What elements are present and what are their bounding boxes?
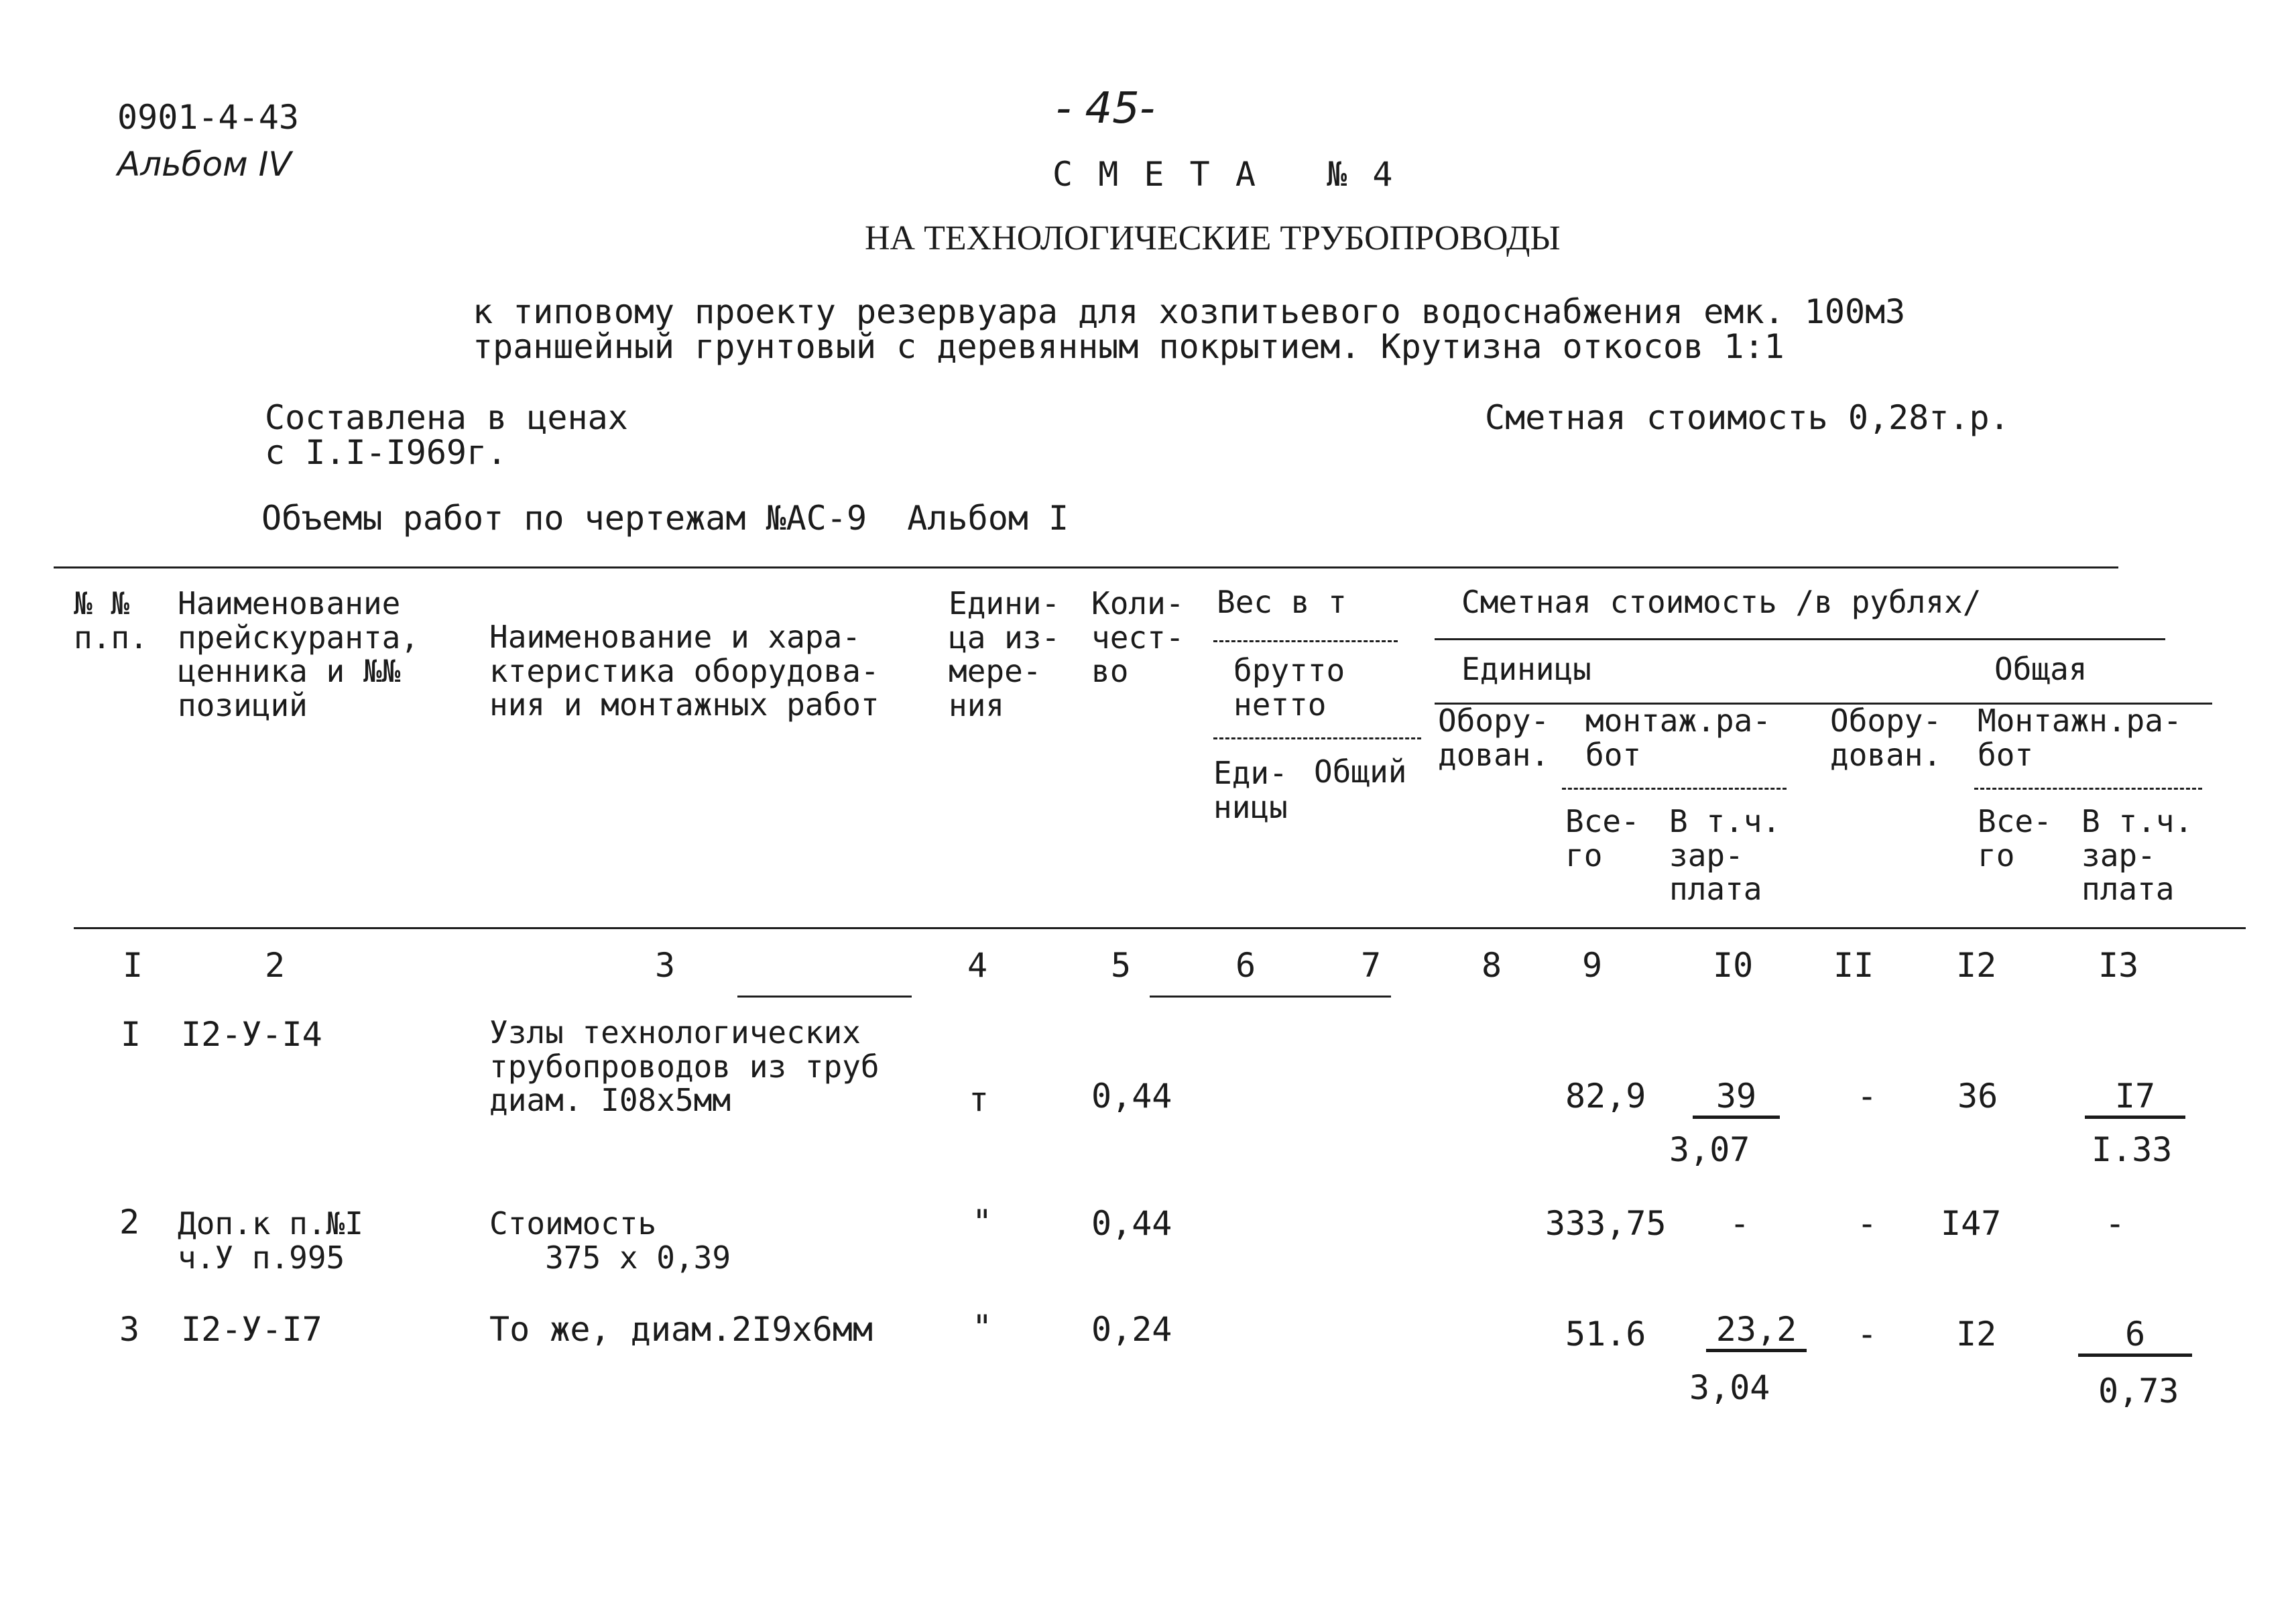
col-head-mount-unit: монтаж.ра- бот (1585, 703, 1771, 773)
table-top-rule (54, 566, 2118, 568)
document-title: С М Е Т А № 4 (1052, 155, 1396, 194)
row2-mounting-total: I47 (1941, 1204, 2002, 1243)
row3-salary-unit (1706, 1310, 1807, 1352)
row1-salary-unit-bottom: 3,07 (1669, 1130, 1750, 1169)
row3-number: 3 (119, 1310, 140, 1349)
col-number: 6 (1235, 946, 1256, 985)
row1-unit: т (969, 1080, 989, 1119)
row2-quantity: 0,44 (1091, 1204, 1172, 1243)
row1-mounting-total: 36 (1957, 1077, 1998, 1116)
row2-description: Стоимость 375 х 0,39 (489, 1205, 731, 1276)
col-head-total-total: Все- го (1978, 803, 2052, 874)
mount-total-rule (1974, 788, 2202, 790)
col-head-quantity: Коли- чест- во (1091, 585, 1185, 690)
row3-salary-unit-bottom: 3,04 (1689, 1368, 1770, 1407)
row3-quantity: 0,24 (1091, 1310, 1172, 1349)
row1-salary-total-bottom: I.33 (2092, 1130, 2173, 1169)
col-head-salary-unit: В т.ч. зар- плата (1669, 803, 1781, 908)
row3-salary-total-top: 6 (2078, 1317, 2192, 1357)
row2-equip-total: - (1857, 1204, 1878, 1243)
weight-rule (1213, 640, 1398, 642)
row3-salary-unit-top: 23,2 (1706, 1313, 1807, 1352)
col-number: 9 (1582, 946, 1603, 985)
col-number: 5 (1111, 946, 1132, 985)
row3-total-mounting: 51.6 (1565, 1315, 1646, 1354)
row1-quantity: 0,44 (1091, 1077, 1172, 1116)
row1-salary-total (2081, 1079, 2189, 1119)
project-line-2: траншейный грунтовый с деревянным покрытием. Крутизна откосов 1:1 (473, 327, 1785, 366)
row2-total-mounting: 333,75 (1545, 1204, 1667, 1243)
row3-unit: " (972, 1308, 993, 1347)
col-number: I (123, 946, 143, 985)
col-head-pricelist: Наименование прейскуранта, ценника и №№ позиций (178, 585, 420, 723)
album-note: Альбом IV (117, 145, 292, 184)
col-head-unit: Едини- ца из- мере- ния (949, 585, 1061, 723)
page-number: - 45- (1056, 84, 1155, 133)
col-head-weight: Вес в т (1217, 584, 1347, 620)
row3-mounting-total: I2 (1956, 1315, 1997, 1354)
col-number: I3 (2098, 946, 2139, 985)
col-head-total-group: Общая (1994, 651, 2088, 687)
brutto-rule (1213, 737, 1421, 739)
col-head-cost: Сметная стоимость /в рублях/ (1461, 584, 1982, 620)
col-head-description: Наименование и хара- ктеристика оборудова- ния и монтажных работ (489, 619, 880, 723)
col3-rule (737, 996, 912, 998)
row3-description: То же, диам.2I9х6мм (489, 1310, 873, 1349)
document-code: 0901-4-43 (117, 98, 299, 137)
col-head-mount-total: Монтажн.ра- бот (1978, 703, 2182, 773)
prices-line-2: с I.I-I969г. (265, 433, 507, 472)
row1-equip-total: - (1857, 1077, 1878, 1116)
col-head-brutto-netto: брутто нетто (1233, 652, 1345, 723)
col-number: 3 (655, 946, 676, 985)
row1-salary-total-top: I7 (2085, 1079, 2185, 1119)
col-number: I0 (1713, 946, 1754, 985)
col-head-equip-total: Обору- дован. (1830, 703, 1942, 773)
col-head-total-unit: Все- го (1565, 803, 1640, 874)
row1-number: I (121, 1015, 141, 1054)
row3-code: I2-У-I7 (181, 1310, 322, 1349)
mount-unit-rule (1562, 788, 1787, 790)
header-bottom-rule (74, 927, 2246, 929)
volumes-line: Объемы работ по чертежам №АС-9 Альбом I (261, 499, 1069, 538)
row2-code: Доп.к п.№I ч.У п.995 (178, 1205, 363, 1276)
col-number: II (1833, 946, 1874, 985)
col-head-number: № № п.п. (74, 585, 148, 656)
row3-salary-total (2078, 1317, 2192, 1357)
cost-rule (1435, 638, 2165, 640)
row1-description: Узлы технологических трубопроводов из труб диам. I08х5мм (489, 1014, 880, 1119)
prices-line-1: Составлена в ценах (265, 398, 628, 437)
col-number: 7 (1361, 946, 1382, 985)
col-number: 8 (1482, 946, 1502, 985)
row3-salary-total-bottom: 0,73 (2098, 1372, 2179, 1410)
row1-code: I2-У-I4 (181, 1015, 322, 1054)
col-number: 4 (967, 946, 988, 985)
col-number: 2 (265, 946, 286, 985)
row1-salary-unit-top: 39 (1693, 1079, 1780, 1119)
project-line-1: к типовому проекту резервуара для хозпитьевого водоснабжения емк. 100м3 (473, 292, 1906, 331)
row2-salary-total: - (2105, 1204, 2126, 1243)
col-number: I2 (1956, 946, 1997, 985)
row1-total-mounting: 82,9 (1565, 1077, 1646, 1116)
col-head-salary-total: В т.ч. зар- плата (2081, 803, 2193, 908)
col-head-equip-unit: Обору- дован. (1438, 703, 1550, 773)
row2-salary-unit: - (1730, 1204, 1750, 1243)
row1-salary-unit (1676, 1079, 1797, 1119)
row2-unit: " (972, 1203, 993, 1242)
col6-7-rule (1150, 996, 1391, 998)
estimated-cost: Сметная стоимость 0,28т.р. (1485, 398, 2010, 437)
document-subtitle: НА ТЕХНОЛОГИЧЕСКИЕ ТРУБОПРОВОДЫ (865, 219, 1561, 257)
col-head-weight-total: Общий (1314, 754, 1407, 790)
col-head-weight-unit: Еди- ницы (1213, 755, 1288, 825)
row3-equip-total: - (1857, 1315, 1878, 1354)
row2-number: 2 (119, 1203, 140, 1242)
col-head-unit-group: Единицы (1461, 651, 1591, 687)
